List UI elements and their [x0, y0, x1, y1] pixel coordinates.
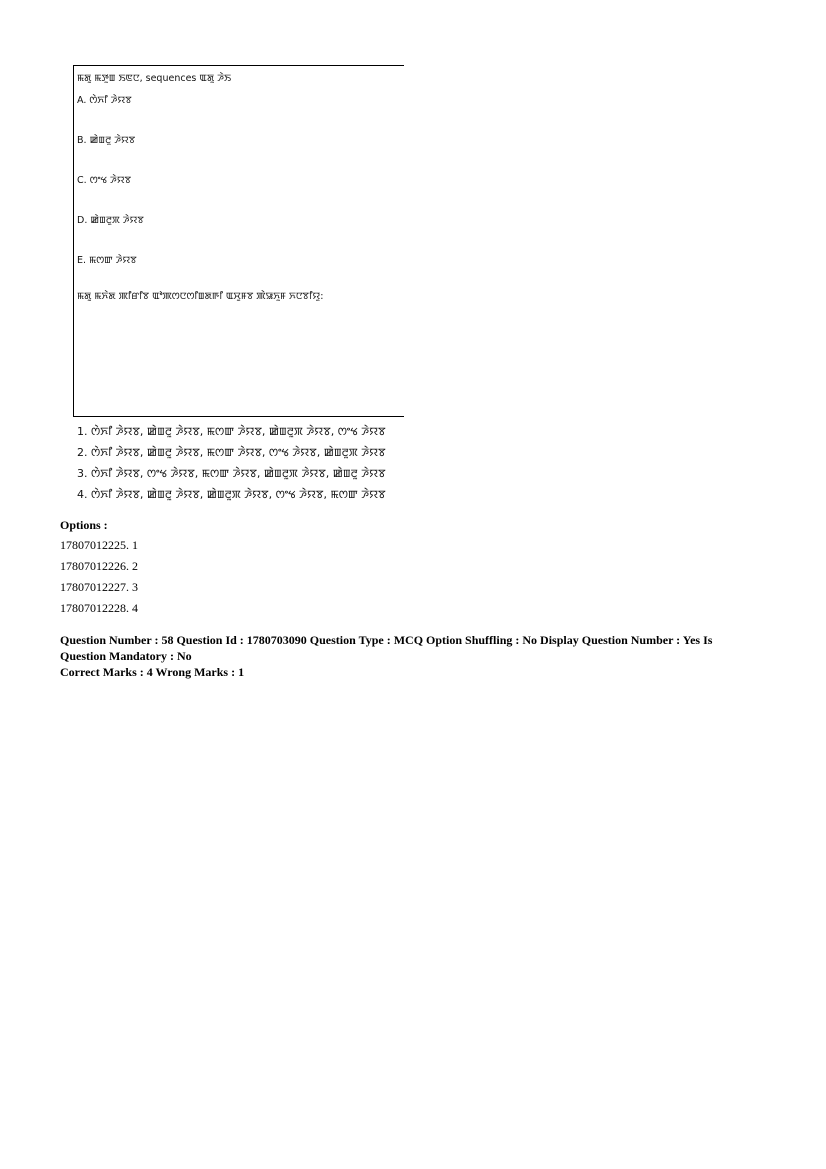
question-item-b: [77, 134, 135, 147]
question-item-d: [77, 214, 144, 227]
item-letter: C.: [77, 175, 87, 186]
item-text: ꯀꯥꯡꯂꯨ ꯍꯥꯌꯕ: [89, 135, 136, 146]
answer-choice-2: 2. ꯁꯥꯈꯤ ꯍꯥꯌꯕ, ꯀꯥꯡꯂꯨ ꯍꯥꯌꯕ, ꯃꯁꯛ ꯍꯥꯌꯕ, ꯁꯦꯠ ꯍꯥꯌꯕ, ꯀꯥꯡꯂꯨꯞ ꯍꯥꯌꯕ: [77, 446, 386, 459]
item-text: ꯀꯥꯡꯂꯨꯞ ꯍꯥꯌꯕ: [90, 215, 144, 226]
question-item-a: [77, 94, 132, 107]
item-letter: E.: [77, 255, 87, 266]
item-letter: A.: [77, 95, 87, 106]
item-text: ꯃꯁꯛ ꯍꯥꯌꯕ: [89, 255, 137, 266]
item-letter: B.: [77, 135, 87, 146]
question-meta: [60, 632, 760, 680]
answer-choice-3: 3. ꯁꯥꯈꯤ ꯍꯥꯌꯕ, ꯁꯦꯠ ꯍꯥꯌꯕ, ꯃꯁꯛ ꯍꯥꯌꯕ, ꯀꯥꯡꯂꯨꯞ ꯍꯥꯌꯕ, ꯀꯥꯡꯂꯨ ꯍꯥꯌꯕ: [77, 467, 386, 480]
item-text: ꯁꯦꯠ ꯍꯥꯌꯕ: [89, 175, 132, 186]
marks-line: Correct Marks : 4 Wrong Marks : 1: [60, 665, 245, 679]
question-meta-line: Question Number : 58 Question Id : 1780703090 Question Type : MCQ Option Shuffling : No Display Question Number : Yes Is Question Mandatory : No: [60, 633, 713, 663]
option-id-2: 17807012226. 2: [60, 559, 138, 573]
answer-choice-4: 4. ꯁꯥꯈꯤ ꯍꯥꯌꯕ, ꯀꯥꯡꯂꯨ ꯍꯥꯌꯕ, ꯀꯥꯡꯂꯨꯞ ꯍꯥꯌꯕ, ꯁꯦꯠ ꯍꯥꯌꯕ, ꯃꯁꯛ ꯍꯥꯌꯕ: [77, 488, 386, 501]
options-list: [60, 535, 138, 619]
options-title: Options :: [60, 518, 108, 532]
question-stem: ꯃꯗꯨ ꯃꯇꯨꯡ ꯏꯟꯅ, sequences ꯑꯗꯨ ꯍꯥꯏ: [77, 73, 232, 84]
answer-choices: [77, 421, 386, 505]
option-id-1: 17807012225. 1: [60, 538, 138, 552]
question-box: [73, 65, 404, 417]
item-text: ꯁꯥꯈꯤ ꯍꯥꯌꯕ: [89, 95, 132, 106]
question-item-e: [77, 254, 137, 267]
item-letter: D.: [77, 215, 88, 226]
option-id-3: 17807012227. 3: [60, 580, 138, 594]
option-id-4: 17807012228. 4: [60, 601, 138, 615]
answer-choice-1: 1. ꯁꯥꯈꯤ ꯍꯥꯌꯕ, ꯀꯥꯡꯂꯨ ꯍꯥꯌꯕ, ꯃꯁꯛ ꯍꯥꯌꯕ, ꯀꯥꯡꯂꯨꯞ ꯍꯥꯌꯕ, ꯁꯦꯠ ꯍꯥꯌꯕ: [77, 425, 386, 438]
question-item-c: [77, 174, 131, 187]
question-instruction: ꯃꯗꯨ ꯃꯈꯥꯗ ꯄꯤꯔꯤꯕ ꯑꯣꯄꯁꯅꯁꯤꯡꯗꯒꯤ ꯑꯆꯨꯝꯕ ꯄꯥꯎꯈꯨꯝ ꯈꯅꯕꯤꯌꯨ:: [77, 291, 324, 302]
